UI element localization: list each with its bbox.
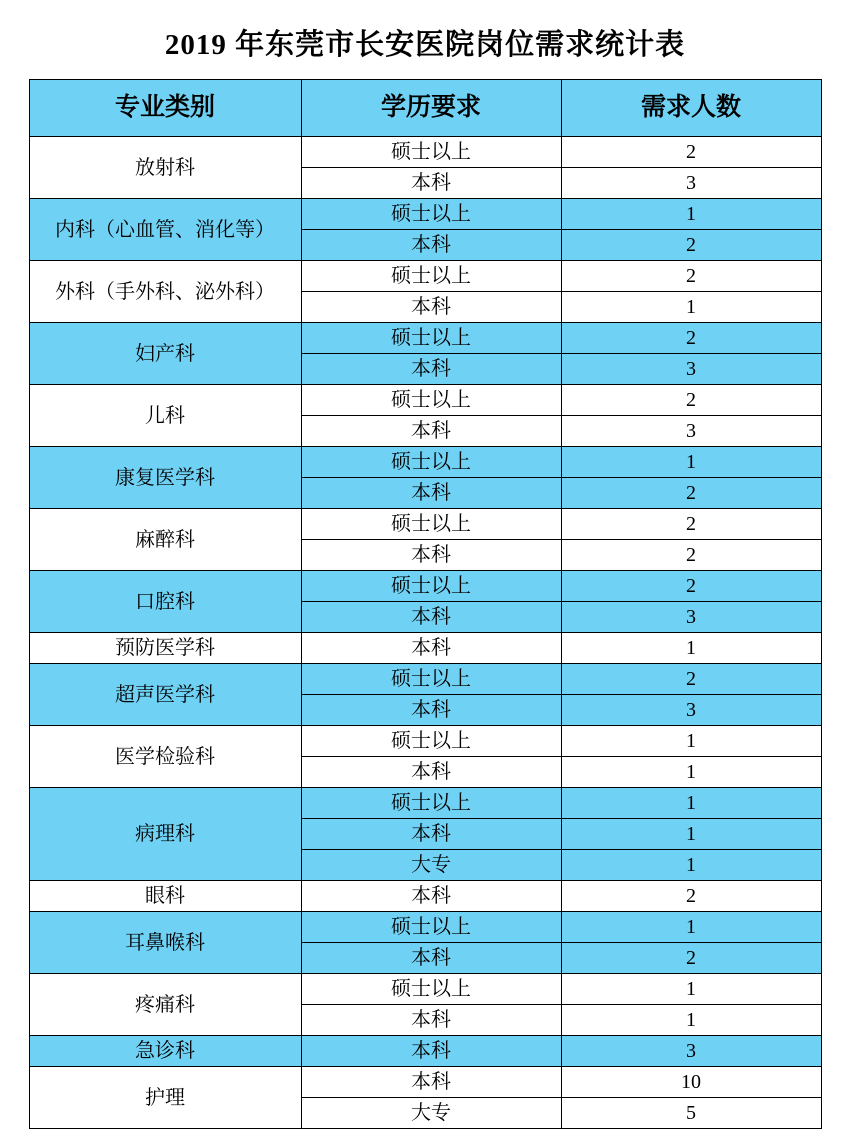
cell-count: 1 bbox=[561, 447, 821, 478]
cell-count: 2 bbox=[561, 385, 821, 416]
cell-category: 康复医学科 bbox=[29, 447, 301, 509]
cell-count: 3 bbox=[561, 602, 821, 633]
cell-education: 硕士以上 bbox=[301, 323, 561, 354]
cell-category: 麻醉科 bbox=[29, 509, 301, 571]
cell-count: 1 bbox=[561, 788, 821, 819]
cell-education: 本科 bbox=[301, 881, 561, 912]
table-row bbox=[29, 1036, 821, 1067]
cell-education: 硕士以上 bbox=[301, 788, 561, 819]
cell-count: 3 bbox=[561, 695, 821, 726]
cell-category: 超声医学科 bbox=[29, 664, 301, 726]
cell-education: 本科 bbox=[301, 633, 561, 664]
cell-education: 硕士以上 bbox=[301, 726, 561, 757]
table-row bbox=[29, 137, 821, 168]
cell-education: 硕士以上 bbox=[301, 509, 561, 540]
cell-count: 1 bbox=[561, 974, 821, 1005]
table-row bbox=[29, 912, 821, 943]
cell-count: 1 bbox=[561, 199, 821, 230]
table-header-row bbox=[29, 80, 821, 137]
table-row bbox=[29, 633, 821, 664]
cell-count: 1 bbox=[561, 819, 821, 850]
cell-count: 2 bbox=[561, 478, 821, 509]
cell-education: 硕士以上 bbox=[301, 974, 561, 1005]
cell-education: 本科 bbox=[301, 602, 561, 633]
cell-education: 本科 bbox=[301, 540, 561, 571]
cell-category: 眼科 bbox=[29, 881, 301, 912]
job-demand-table bbox=[29, 79, 822, 1129]
cell-education: 本科 bbox=[301, 1005, 561, 1036]
column-header-category: 专业类别 bbox=[29, 80, 301, 137]
table-row bbox=[29, 788, 821, 819]
cell-education: 本科 bbox=[301, 168, 561, 199]
cell-category: 病理科 bbox=[29, 788, 301, 881]
cell-category: 预防医学科 bbox=[29, 633, 301, 664]
column-header-count: 需求人数 bbox=[561, 80, 821, 137]
table-row bbox=[29, 726, 821, 757]
column-header-education: 学历要求 bbox=[301, 80, 561, 137]
cell-count: 1 bbox=[561, 726, 821, 757]
table-row bbox=[29, 261, 821, 292]
cell-count: 5 bbox=[561, 1098, 821, 1129]
cell-education: 硕士以上 bbox=[301, 137, 561, 168]
cell-education: 硕士以上 bbox=[301, 199, 561, 230]
cell-count: 1 bbox=[561, 292, 821, 323]
cell-category: 急诊科 bbox=[29, 1036, 301, 1067]
table-row bbox=[29, 664, 821, 695]
table-row bbox=[29, 509, 821, 540]
cell-education: 本科 bbox=[301, 416, 561, 447]
table-row bbox=[29, 199, 821, 230]
cell-category: 放射科 bbox=[29, 137, 301, 199]
cell-education: 本科 bbox=[301, 943, 561, 974]
cell-education: 本科 bbox=[301, 695, 561, 726]
cell-education: 硕士以上 bbox=[301, 571, 561, 602]
cell-count: 2 bbox=[561, 230, 821, 261]
table-body bbox=[29, 137, 821, 1129]
table-row bbox=[29, 447, 821, 478]
cell-education: 大专 bbox=[301, 850, 561, 881]
cell-education: 本科 bbox=[301, 354, 561, 385]
cell-category: 外科（手外科、泌外科） bbox=[29, 261, 301, 323]
cell-education: 大专 bbox=[301, 1098, 561, 1129]
cell-count: 2 bbox=[561, 881, 821, 912]
cell-education: 硕士以上 bbox=[301, 912, 561, 943]
cell-count: 2 bbox=[561, 323, 821, 354]
cell-education: 本科 bbox=[301, 1067, 561, 1098]
cell-count: 10 bbox=[561, 1067, 821, 1098]
cell-count: 3 bbox=[561, 354, 821, 385]
cell-education: 硕士以上 bbox=[301, 664, 561, 695]
cell-count: 1 bbox=[561, 633, 821, 664]
cell-count: 1 bbox=[561, 850, 821, 881]
cell-education: 本科 bbox=[301, 478, 561, 509]
page-title: 2019 年东莞市长安医院岗位需求统计表 bbox=[164, 29, 686, 61]
cell-education: 硕士以上 bbox=[301, 261, 561, 292]
cell-category: 耳鼻喉科 bbox=[29, 912, 301, 974]
cell-count: 2 bbox=[561, 137, 821, 168]
cell-education: 硕士以上 bbox=[301, 385, 561, 416]
table-row bbox=[29, 323, 821, 354]
cell-category: 疼痛科 bbox=[29, 974, 301, 1036]
table-row bbox=[29, 881, 821, 912]
cell-count: 2 bbox=[561, 509, 821, 540]
cell-education: 硕士以上 bbox=[301, 447, 561, 478]
table-row bbox=[29, 1067, 821, 1098]
cell-education: 本科 bbox=[301, 757, 561, 788]
cell-count: 1 bbox=[561, 1005, 821, 1036]
cell-category: 妇产科 bbox=[29, 323, 301, 385]
cell-education: 本科 bbox=[301, 1036, 561, 1067]
cell-count: 3 bbox=[561, 1036, 821, 1067]
cell-count: 3 bbox=[561, 416, 821, 447]
table-row bbox=[29, 571, 821, 602]
cell-education: 本科 bbox=[301, 292, 561, 323]
cell-count: 2 bbox=[561, 540, 821, 571]
cell-count: 3 bbox=[561, 168, 821, 199]
cell-count: 2 bbox=[561, 943, 821, 974]
cell-category: 护理 bbox=[29, 1067, 301, 1129]
cell-category: 内科（心血管、消化等） bbox=[29, 199, 301, 261]
cell-count: 2 bbox=[561, 261, 821, 292]
cell-category: 医学检验科 bbox=[29, 726, 301, 788]
cell-education: 本科 bbox=[301, 819, 561, 850]
cell-count: 2 bbox=[561, 571, 821, 602]
cell-category: 儿科 bbox=[29, 385, 301, 447]
table-row bbox=[29, 974, 821, 1005]
table-header bbox=[29, 80, 821, 137]
cell-count: 2 bbox=[561, 664, 821, 695]
table-row bbox=[29, 385, 821, 416]
cell-count: 1 bbox=[561, 912, 821, 943]
cell-category: 口腔科 bbox=[29, 571, 301, 633]
cell-count: 1 bbox=[561, 757, 821, 788]
cell-education: 本科 bbox=[301, 230, 561, 261]
